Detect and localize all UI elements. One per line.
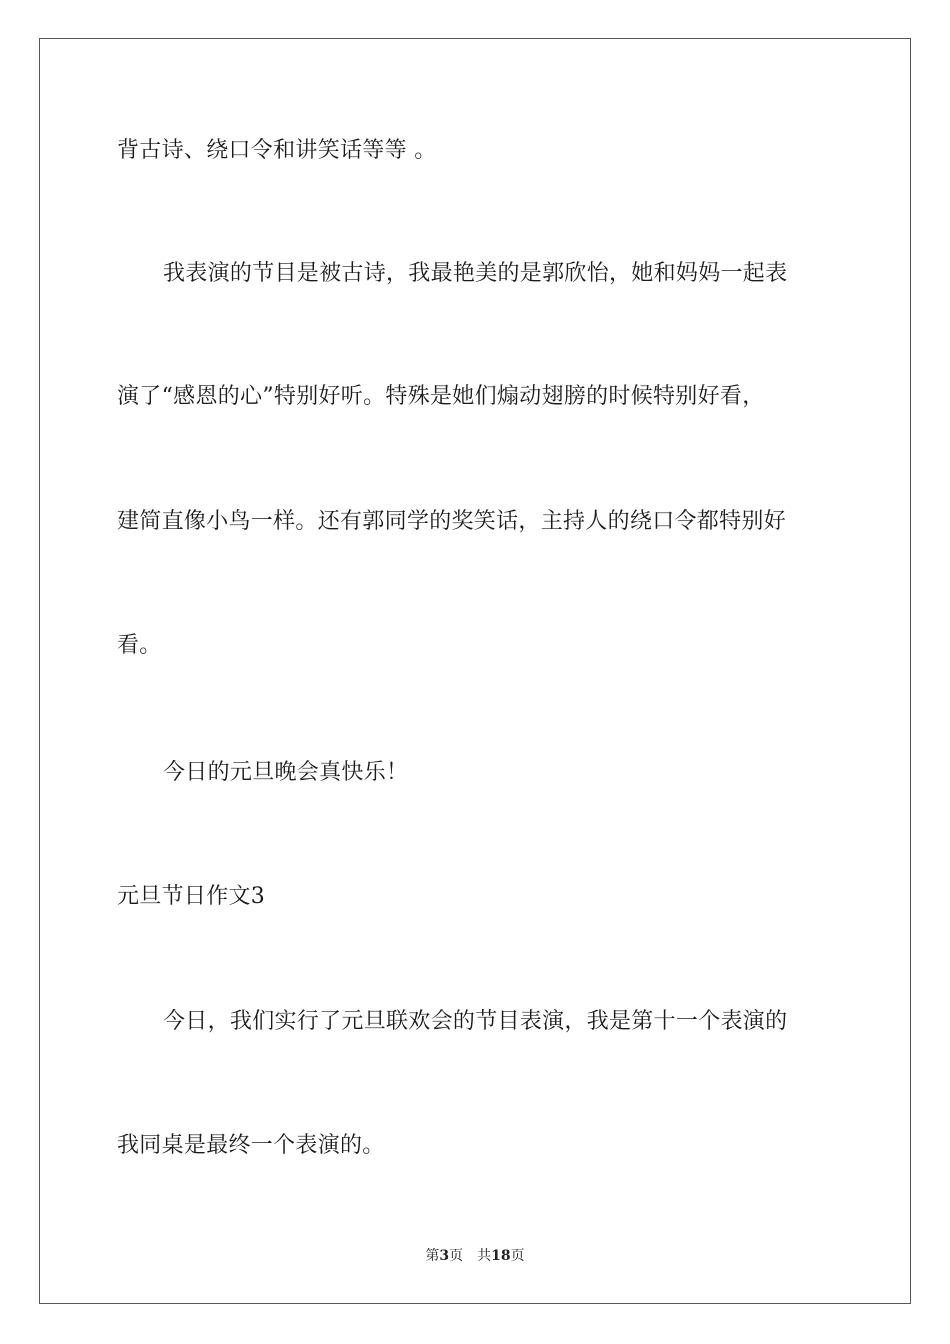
page-footer bbox=[0, 1247, 950, 1265]
text-line-4: 建简直像小鸟一样。还有郭同学的奖笑话，主持人的绕口令都特别好 bbox=[117, 509, 787, 534]
page-number: 3 bbox=[439, 1248, 450, 1264]
text-line-9: 我同桌是最终一个表演的。 bbox=[117, 1133, 385, 1158]
page-prefix: 第 bbox=[425, 1248, 440, 1264]
total-prefix: 共 bbox=[477, 1248, 492, 1264]
page-border bbox=[39, 38, 911, 1304]
section-heading: 元旦节日作文3 bbox=[117, 884, 266, 909]
total-suffix: 页 bbox=[510, 1248, 525, 1264]
paragraph-line-6: 今日的元旦晚会真快乐！ bbox=[163, 760, 409, 785]
paragraph-line-2: 我表演的节目是被古诗，我最艳美的是郭欣怡，她和妈妈一起表 bbox=[163, 261, 788, 286]
text-line-5: 看。 bbox=[117, 633, 162, 658]
text-line-3: 演了“感恩的心”特别好听。特殊是她们煽动翅膀的时候特别好看， bbox=[117, 384, 765, 409]
page-suffix: 页 bbox=[449, 1248, 464, 1264]
total-pages: 18 bbox=[491, 1248, 511, 1264]
paragraph-line-8: 今日，我们实行了元旦联欢会的节目表演，我是第十一个表演的 bbox=[163, 1009, 788, 1034]
text-line-1: 背古诗、绕口令和讲笑话等等 。 bbox=[117, 138, 437, 163]
